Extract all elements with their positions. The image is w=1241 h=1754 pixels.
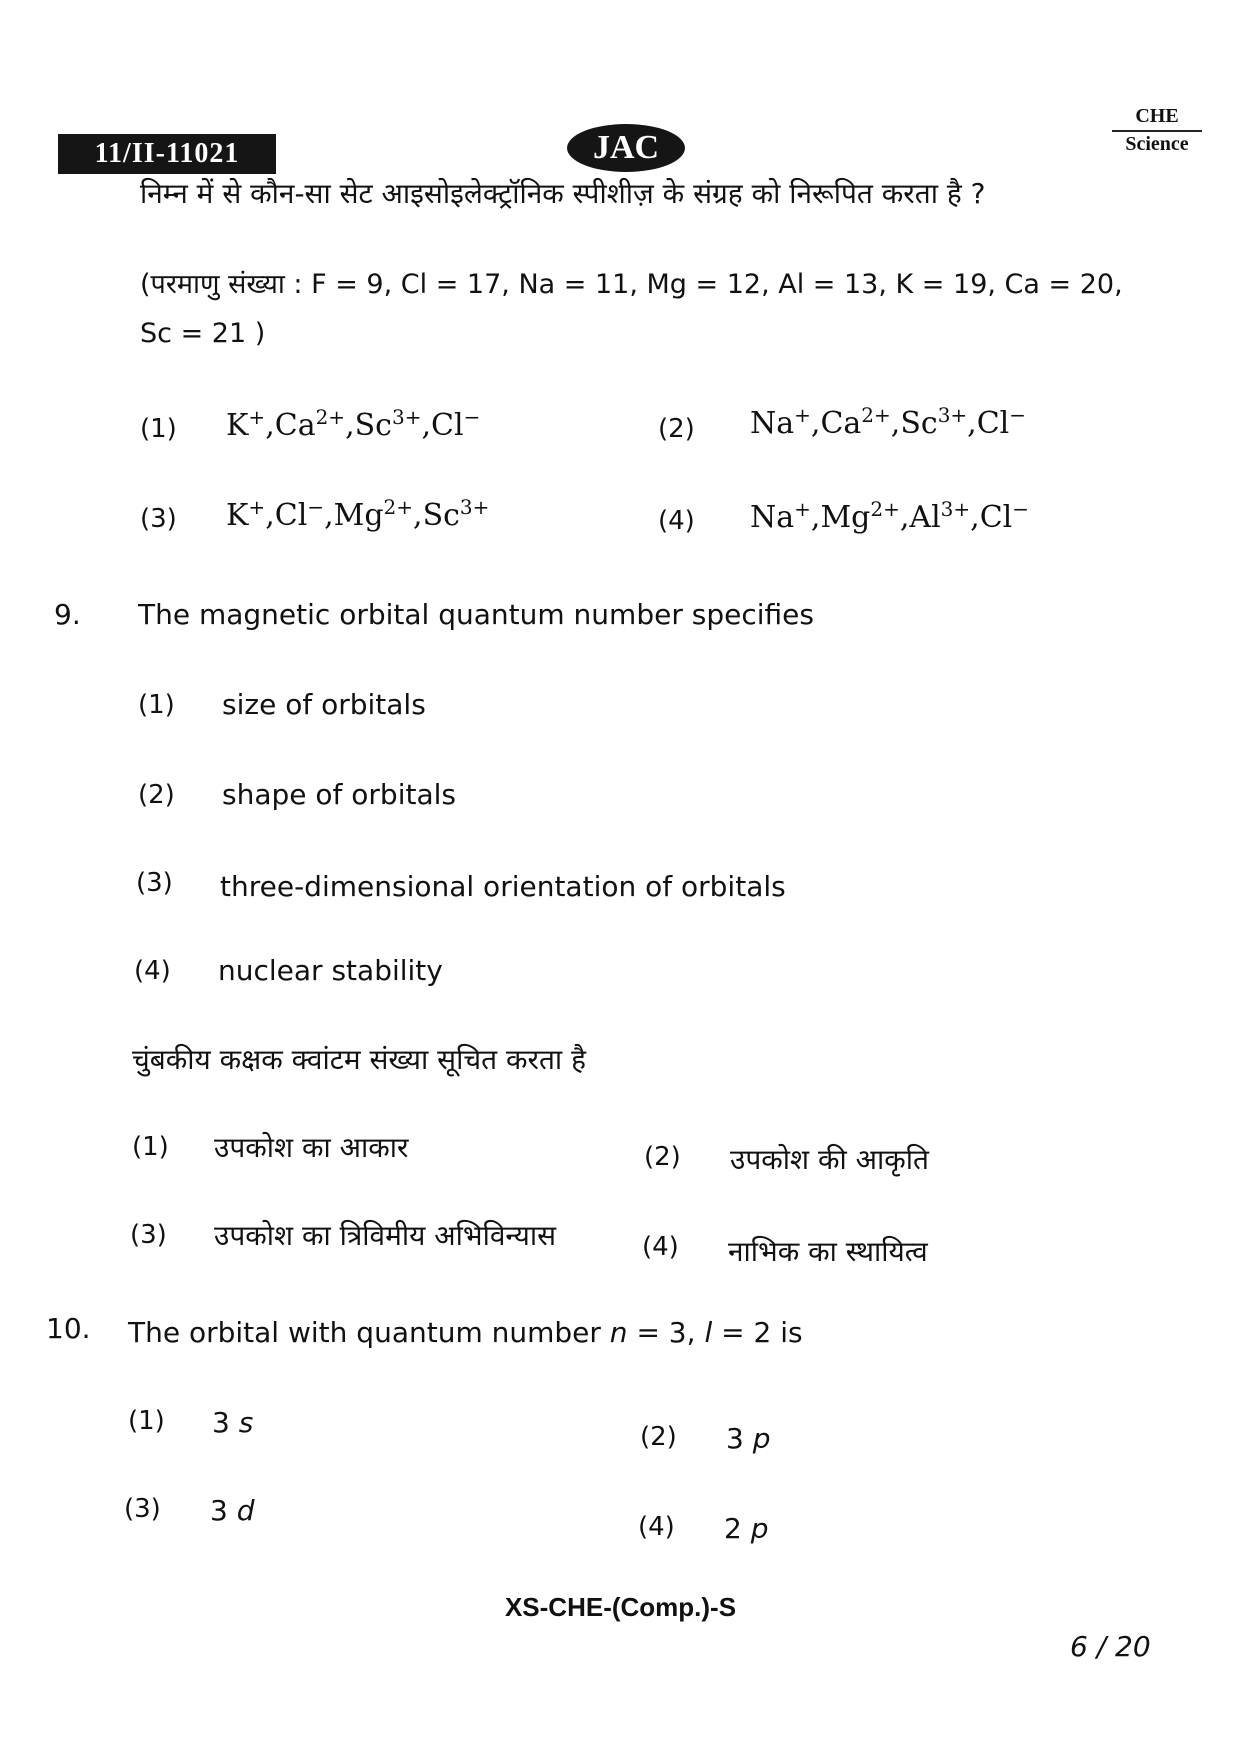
q9-option-2: shape of orbitals — [222, 778, 456, 811]
q10-option-num: (4) — [638, 1512, 675, 1542]
ion-charge: − — [1009, 403, 1027, 427]
footer-paper-code: XS-CHE-(Comp.)-S — [504, 1592, 737, 1622]
q9-option-num: (1) — [138, 690, 175, 720]
ion-symbol: Cl — [976, 406, 1010, 441]
q10-option-3-value: 3 — [210, 1494, 228, 1527]
q9-hindi-option-3: उपकोश का त्रिविमीय अभिविन्यास — [214, 1219, 557, 1252]
q9-option-4: nuclear stability — [218, 954, 443, 987]
ion-symbol: K — [226, 498, 249, 533]
q9-hindi-option-num: (4) — [642, 1232, 679, 1262]
subject-label — [1112, 104, 1202, 156]
q9-hindi-option-2: उपकोश की आकृति — [730, 1143, 929, 1176]
ion-charge: 2+ — [861, 403, 891, 427]
ion — [274, 405, 346, 443]
q9-hindi-option-4: नाभिक का स्थायित्व — [728, 1235, 928, 1268]
q9-hindi-option-num: (2) — [644, 1142, 681, 1172]
q8-hindi-stem: निम्न में से कौन-सा सेट आइसोइलेक्ट्रॉनिक स्पीशीज़ के संग्रह को निरूपित करता है ? — [140, 177, 986, 210]
ion-symbol: Na — [750, 500, 795, 535]
q10-option-4 — [724, 1512, 769, 1545]
ion-charge: − — [1012, 497, 1030, 521]
q10-option-2-value: 3 — [726, 1422, 744, 1455]
q9-option-3: three-dimensional orientation of orbitals — [220, 870, 786, 903]
paper-code-badge: 11/II-11021 — [58, 134, 276, 174]
q8-option-3-ions: $K^+,Cl^-,Mg^{2+},Sc^{3+}$ — [226, 495, 490, 533]
q9-option-num: (2) — [138, 780, 175, 810]
q10-option-num: (3) — [124, 1494, 161, 1524]
ion — [226, 495, 266, 533]
ion-charge: − — [307, 495, 325, 519]
ion — [909, 497, 971, 535]
ion — [979, 497, 1030, 535]
ion-charge: 3+ — [391, 405, 422, 429]
q9-hindi-stem: चुंबकीय कक्षक क्वांटम संख्या सूचित करता है — [132, 1043, 586, 1076]
q9-hindi-option-1: उपकोश का आकार — [214, 1131, 409, 1164]
q8-option-2-ions: $Na^+,Ca^{2+},Sc^{3+},Cl^-$ — [750, 403, 1027, 441]
q10-option-1 — [212, 1406, 253, 1439]
ion-symbol: Cl — [979, 500, 1013, 535]
ion-symbol: Mg — [333, 498, 384, 533]
ion-symbol: Na — [750, 406, 795, 441]
q9-hindi-option-num: (1) — [132, 1132, 169, 1162]
q8-option-4-ions: $Na^+,Mg^{2+},Al^{3+},Cl^-$ — [750, 497, 1030, 535]
q10-option-2-orbital: p — [752, 1422, 771, 1455]
q9-option-num: (3) — [136, 868, 173, 898]
q10-stem — [128, 1316, 803, 1349]
ion-symbol: Sc — [422, 498, 460, 533]
ion — [274, 495, 325, 533]
ion-symbol: Al — [909, 500, 941, 535]
q10-stem-n: n — [609, 1316, 628, 1349]
subject-stream: Science — [1125, 133, 1189, 155]
ion-charge: 2+ — [383, 495, 414, 519]
board-logo-badge: JAC — [567, 124, 685, 172]
ion — [900, 403, 968, 441]
q10-option-num: (1) — [128, 1406, 165, 1436]
ion — [431, 405, 481, 443]
ion — [226, 405, 266, 443]
q10-option-4-orbital: p — [750, 1512, 769, 1545]
ion — [354, 405, 422, 443]
ion-charge: + — [794, 403, 811, 427]
q10-stem-mid: = 3, — [627, 1316, 705, 1349]
ion — [750, 497, 811, 535]
q10-option-1-orbital: s — [238, 1406, 254, 1439]
q9-option-num: (4) — [134, 956, 171, 986]
ion-charge: 2+ — [870, 497, 900, 521]
q10-option-num: (2) — [640, 1422, 677, 1452]
ion — [333, 495, 414, 533]
q8-atomic-numbers-line1: (परमाणु संख्या : F = 9, Cl = 17, Na = 11, Mg = 12, Al = 13, K = 19, Ca = 20, — [140, 269, 1123, 300]
q10-stem-l: l — [704, 1316, 713, 1349]
q10-stem-suffix: = 2 is — [712, 1316, 803, 1349]
ion-charge: + — [794, 497, 811, 521]
q8-option-num: (3) — [140, 504, 177, 534]
q8-option-num: (2) — [658, 414, 695, 444]
ion-charge: 2+ — [315, 405, 346, 429]
ion — [422, 495, 490, 533]
q10-option-3 — [210, 1494, 255, 1527]
ion-symbol: Sc — [354, 408, 392, 443]
q10-stem-prefix: The orbital with quantum number — [128, 1316, 610, 1349]
page-number: 6 / 20 — [1070, 1630, 1151, 1663]
q9-option-1: size of orbitals — [222, 688, 426, 721]
ion-charge: 3+ — [940, 497, 971, 521]
q10-option-4-value: 2 — [724, 1512, 742, 1545]
ion-symbol: Mg — [820, 500, 871, 535]
q9-hindi-option-num: (3) — [130, 1220, 167, 1250]
ion — [976, 403, 1027, 441]
subject-code: CHE — [1112, 104, 1202, 132]
ion-symbol: Cl — [431, 408, 464, 443]
ion-charge: − — [463, 405, 481, 429]
q8-option-1-ions: $K^+,Ca^{2+},Sc^{3+},Cl^-$ — [226, 405, 481, 443]
q8-option-num: (1) — [140, 414, 177, 444]
q10-option-2 — [726, 1422, 771, 1455]
ion — [750, 403, 811, 441]
q10-option-1-value: 3 — [212, 1406, 230, 1439]
ion-charge: 3+ — [937, 403, 968, 427]
ion-symbol: K — [226, 408, 249, 443]
q10-option-3-orbital: d — [236, 1494, 255, 1527]
q8-atomic-numbers-line2: Sc = 21 ) — [140, 318, 266, 349]
ion-symbol: Ca — [820, 406, 862, 441]
ion — [820, 497, 900, 535]
ion-symbol: Cl — [274, 498, 308, 533]
q9-number: 9. — [54, 598, 81, 631]
ion — [820, 403, 891, 441]
ion-charge: + — [248, 495, 266, 519]
q8-option-num: (4) — [658, 506, 695, 536]
ion-symbol: Ca — [274, 408, 316, 443]
ion-symbol: Sc — [900, 406, 938, 441]
ion-charge: + — [248, 405, 266, 429]
q9-stem: The magnetic orbital quantum number specifies — [138, 598, 814, 631]
q10-number: 10. — [46, 1312, 91, 1345]
ion-charge: 3+ — [459, 495, 490, 519]
